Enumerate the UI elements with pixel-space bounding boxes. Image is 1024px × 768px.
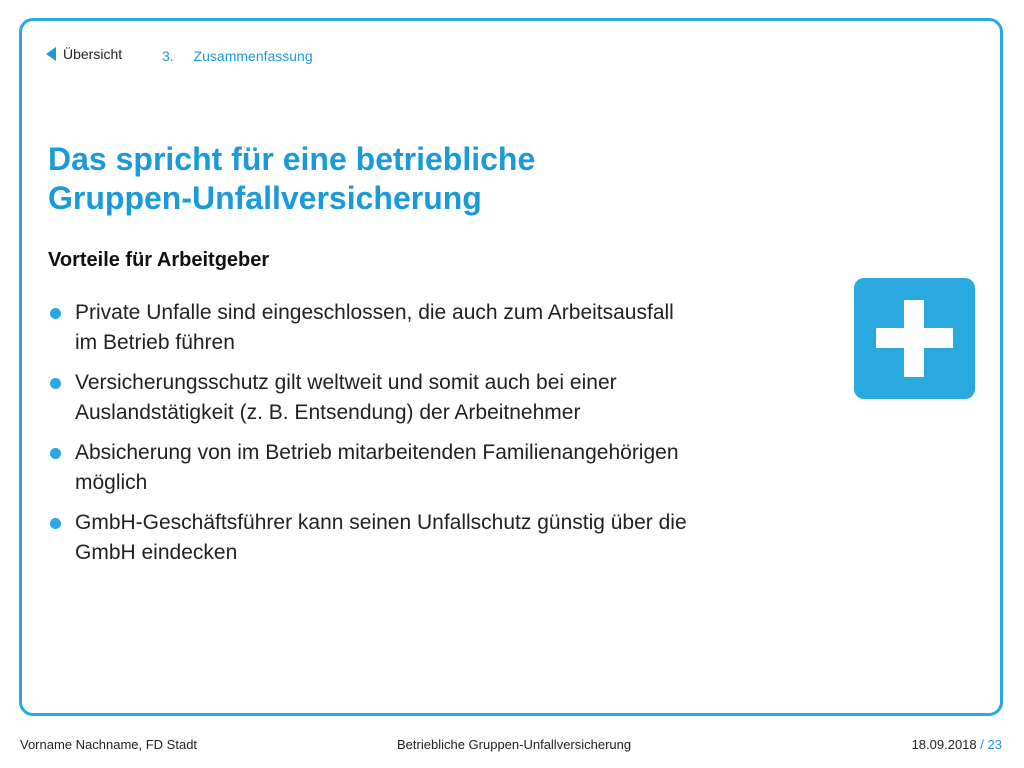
page-subtitle: Vorteile für Arbeitgeber <box>48 249 270 271</box>
footer-author: Vorname Nachname, FD Stadt <box>20 737 198 752</box>
footer-topic: Betriebliche Gruppen-Unfallversicherung <box>397 737 632 752</box>
bullet-text-line-2: Auslandstätigkeit (z. B. Entsendung) der Arbeitnehmer <box>75 401 581 424</box>
bullet-item <box>48 508 788 568</box>
bullet-item <box>48 298 788 358</box>
plus-icon <box>854 278 975 399</box>
title-line-1: Das spricht für eine betriebliche <box>48 141 536 177</box>
triangle-left-icon <box>46 47 57 61</box>
bullet-text-line-2: möglich <box>75 471 148 494</box>
bullet-text-line-1: GmbH-Geschäftsführer kann seinen Unfallschutz günstig über die <box>75 511 687 534</box>
bullet-dot-icon <box>50 308 61 319</box>
plus-icon-vertical-bar <box>904 300 924 377</box>
back-label: Übersicht <box>63 46 123 62</box>
bullet-text-line-2: im Betrieb führen <box>75 331 235 354</box>
section-number: 3. <box>162 48 174 64</box>
footer-separator: / <box>980 737 984 752</box>
bullet-text-line-1: Versicherungsschutz gilt weltweit und somit auch bei einer <box>75 371 617 394</box>
footer-date: 18.09.2018 <box>911 737 977 752</box>
bullet-text-line-1: Absicherung von im Betrieb mitarbeitenden Familienangehörigen <box>75 441 679 464</box>
page-title <box>48 140 768 218</box>
bullet-dot-icon <box>50 448 61 459</box>
title-line-2: Gruppen-Unfallversicherung <box>48 180 482 216</box>
bullet-item <box>48 438 788 498</box>
bullet-text-line-1: Private Unfalle sind eingeschlossen, die auch zum Arbeitsausfall <box>75 301 674 324</box>
bullet-dot-icon <box>50 378 61 389</box>
back-to-overview-button[interactable] <box>46 46 122 62</box>
bullet-item <box>48 368 788 428</box>
breadcrumb[interactable] <box>162 48 313 64</box>
bullet-list <box>48 298 788 578</box>
footer-page-number: 23 <box>987 737 1002 752</box>
section-title: Zusammenfassung <box>193 48 313 64</box>
bullet-dot-icon <box>50 518 61 529</box>
nav-bar <box>46 46 122 62</box>
footer-page-info <box>912 737 1002 752</box>
bullet-text-line-2: GmbH eindecken <box>75 541 238 564</box>
